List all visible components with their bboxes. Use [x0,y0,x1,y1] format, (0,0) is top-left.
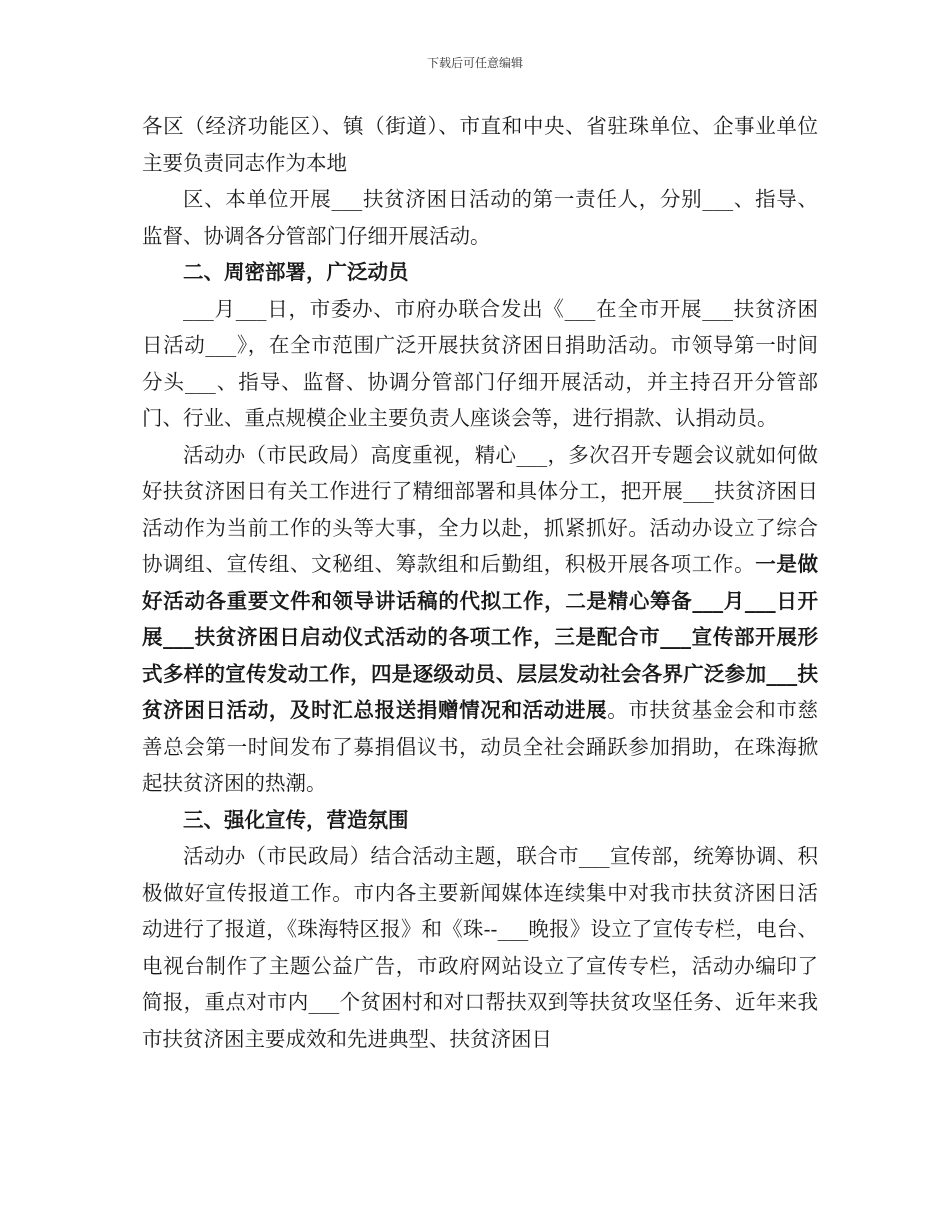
paragraph [142,437,818,802]
paragraph: ___月___日，市委办、市府办联合发出《___在全市开展___扶贫济困日活动___》，在全市范围广泛开展扶贫济困日捐助活动。市领导第一时间分头___、指导、监督、协调分管部门仔细开展活动，并主持召开分管部门、行业、重点规模企业主要负责人座谈会等，进行捐款、认捐动员。 [142,296,818,430]
section-heading: 二、周密部署，广泛动员 [183,260,409,284]
paragraph-tail: 。市扶贫基金会和市慈善总会第一时间发布了募捐倡议书，动员全社会踊跃参加捐助，在珠海掀起扶贫济困的热潮。 [142,698,819,795]
document-body [142,108,818,1057]
paragraph: 区、本单位开展___扶贫济困日活动的第一责任人，分别___、指导、监督、协调各分管部门仔细开展活动。 [142,187,818,248]
paragraph: 各区（经济功能区）、镇（街道）、市直和中央、省驻珠单位、企事业单位主要负责同志作为本地 [142,114,818,175]
paragraph: 活动办（市民政局）结合活动主题，联合市___宣传部，统筹协调、积极做好宣传报道工作。市内各主要新闻媒体连续集中对我市扶贫济困日活动进行了报道，《珠海特区报》和《珠--___晚报》设立了宣传专栏，电台、电视台制作了主题公益广告，市政府网站设立了宣传专栏，活动办编印了简报，重点对市内___个贫困村和对口帮扶双到等扶贫攻坚任务、近年来我市扶贫济困主要成效和先进典型、扶贫济困日 [142,844,818,1051]
paragraph-lead: 活动办（市民政局）高度重视，精心___，多次召开专题会议就如何做好扶贫济困日有关工作进行了精细部署和具体分工，把开展___扶贫济困日活动作为当前工作的头等大事，全力以赴，抓紧抓好。活动办设立了综合协调组、宣传组、文秘组、筹款组和后勤组，积极开展各项工作。 [142,442,818,576]
page-header: 下载后可任意编辑 [426,56,523,70]
section-heading: 三、强化宣传，营造氛围 [183,807,409,832]
paragraph-bold-text: 一是做好活动各重要文件和领导讲话稿的代拟工作，二是精心筹备___月___日开展___扶贫济困日启动仪式活动的各项工作，三是配合市___宣传部开展形式多样的宣传发动工作，四是逐级动员、层层发动社会各界广泛参加___扶贫济困日活动，及时汇总报送捐赠情况和活动进展 [142,552,819,722]
